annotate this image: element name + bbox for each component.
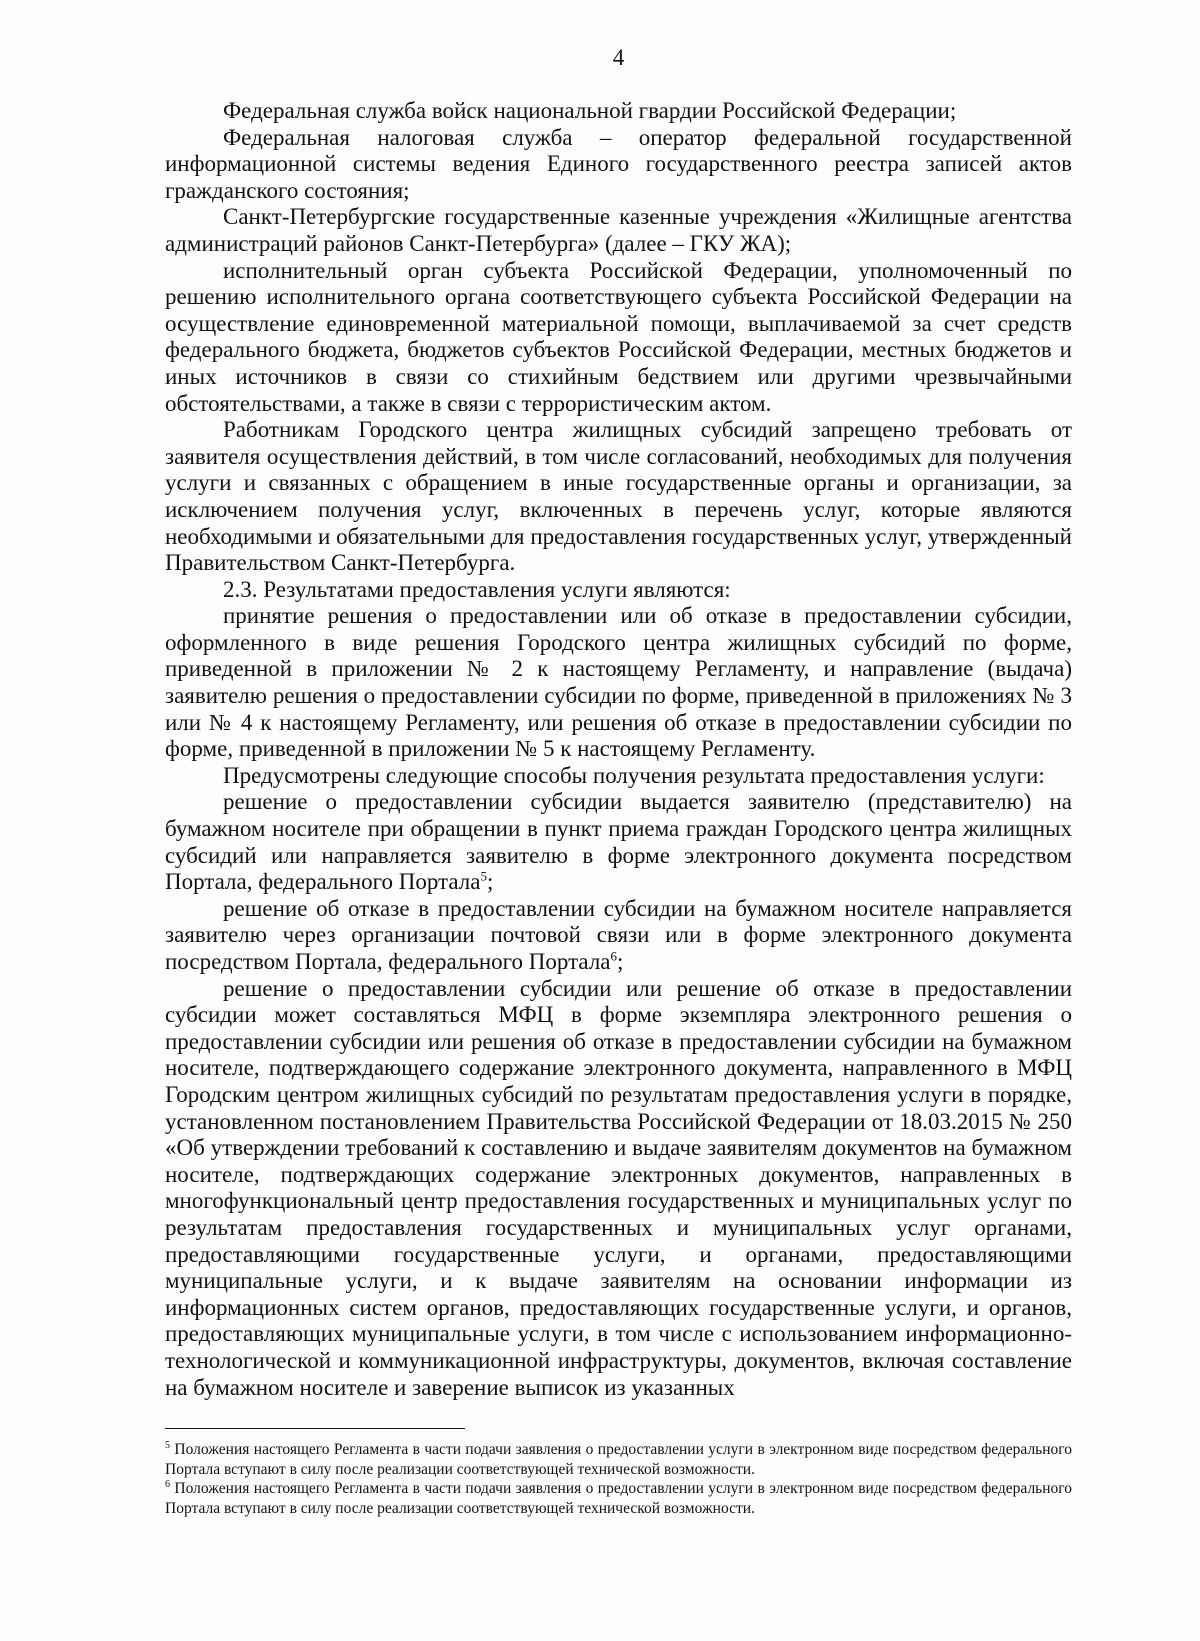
footnote-5: [165, 1440, 1072, 1479]
paragraph: принятие решения о предоставлении или об отказе в предоставлении субсидии, оформленного в виде решения Городского центра жилищных субсидий по форме, приведенной в приложении № 2 к настоящему Регламенту, и направление (выдача) заявителю решения о предоставлении субсидии по форме, приведенной в приложениях № 3 или № 4 к настоящему Регламенту, или решения об отказе в предоставлении субсидии по форме, приведенной в приложении № 5 к настоящему Регламенту.: [165, 603, 1072, 762]
paragraph-tail: ;: [617, 949, 624, 974]
page-number: 4: [612, 45, 625, 70]
footnote-6: [165, 1479, 1072, 1518]
paragraph-text: решение об отказе в предоставлении субсидии на бумажном носителе направляется заявителю через организации почтовой связи или в форме электронного документа посредством Портала, федерального Портала: [165, 895, 1072, 974]
footnote-text: Положения настоящего Регламента в части подачи заявления о предоставлении услуги в электронном виде посредством федерального Портала вступают в силу после реализации соответствующей технической возможности.: [165, 1441, 1073, 1478]
footnote-separator: [165, 1428, 465, 1429]
paragraph: Федеральная служба войск национальной гвардии Российской Федерации;: [223, 98, 957, 123]
paragraph: Работникам Городского центра жилищных субсидий запрещено требовать от заявителя осуществления действий, в том числе согласований, необходимых для получения услуги и связанных с обращением в иные государственные органы и организации, за исключением получения услуг, включенных в перечень услуг, которые являются необходимыми и обязательными для предоставления государственных услуг, утвержденный Правительством Санкт-Петербурга.: [165, 417, 1072, 576]
paragraph-with-footnote-5: [165, 789, 1072, 895]
footnote-text: Положения настоящего Регламента в части подачи заявления о предоставлении услуги в электронном виде посредством федерального Портала вступают в силу после реализации соответствующей технической возможности.: [165, 1480, 1073, 1517]
paragraph: Предусмотрены следующие способы получения результата предоставления услуги:: [223, 762, 1045, 788]
section-heading: 2.3. Результатами предоставления услуги являются:: [223, 576, 731, 602]
footnotes: [165, 1440, 1072, 1518]
paragraph-with-footnote-6: [165, 896, 1072, 976]
paragraph: исполнительный орган субъекта Российской Федерации, уполномоченный по решению исполнительного органа соответствующего субъекта Российской Федерации на осуществление единовременной материальной помощи, выплачиваемой за счет средств федерального бюджета, бюджетов субъектов Российской Федерации, местных бюджетов и иных источников в связи со стихийным бедствием или другими чрезвычайными обстоятельствами, а также в связи с террористическим актом.: [165, 257, 1072, 416]
paragraph-tail: ;: [487, 869, 494, 895]
paragraph-text: решение о предоставлении субсидии выдается заявителю (представителю) на бумажном носителе при обращении в пункт приема граждан Городского центра жилищных субсидий или направляется заявителю в форме электронного документа посредством Портала, федерального Портала: [165, 789, 1072, 895]
footnote-mark: 6: [165, 1478, 170, 1490]
document-body: [165, 98, 1072, 1401]
footnote-ref-5: 5: [480, 868, 487, 884]
footnote-mark: 5: [165, 1439, 170, 1451]
footnote-ref-6: 6: [610, 948, 618, 964]
paragraph: Федеральная налоговая служба – оператор федеральной государственной информационной системы ведения Единого государственного реестра записей актов гражданского состояния;: [165, 124, 1072, 203]
paragraph: решение о предоставлении субсидии или решение об отказе в предоставлении субсидии может составляться МФЦ в форме экземпляра электронного решения о предоставлении субсидии или решения об отказе в предоставлении субсидии на бумажном носителе, подтверждающего содержание электронного документа, направленного в МФЦ Городским центром жилищных субсидий по результатам предоставления услуги в порядке, установленном постановлением Правительства Российской Федерации от 18.03.2015 № 250 «Об утверждении требований к составлению и выдаче заявителям документов на бумажном носителе, подтверждающих содержание электронных документов, направленных в многофункциональный центр предоставления государственных и муниципальных услуг по результатам предоставления государственных и муниципальных услуг органами, предоставляющими государственные услуги, и органами, предоставляющими муниципальные услуги, и к выдаче заявителям на основании информации из информационных систем органов, предоставляющих государственные услуги, и органов, предоставляющих муниципальные услуги, в том числе с использованием информационно-технологической и коммуникационной инфраструктуры, документов, включая составление на бумажном носителе и заверение выписок из указанных: [165, 975, 1072, 1400]
paragraph: Санкт-Петербургские государственные казенные учреждения «Жилищные агентства администраций районов Санкт-Петербурга» (далее – ГКУ ЖА);: [165, 204, 1072, 256]
